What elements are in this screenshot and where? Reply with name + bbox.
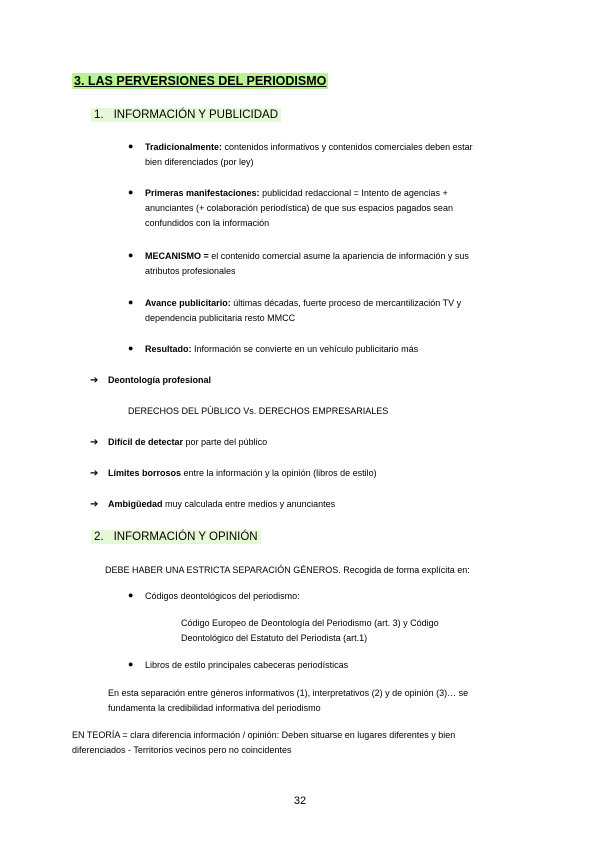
arrow-item — [108, 435, 267, 450]
list-item-bold: Tradicionalmente: — [145, 142, 223, 152]
list-item — [145, 186, 525, 231]
bullet-icon: ● — [128, 590, 134, 600]
bullet-icon: ● — [128, 659, 134, 669]
codes-line: Deontológico del Estatuto del Periodista (art.1) — [181, 633, 368, 643]
bullet-icon: ● — [128, 297, 134, 307]
arrow-right-icon: ➔ — [90, 468, 99, 479]
subsection-number: 2. — [94, 531, 104, 543]
list-item-text: publicidad redaccional = Intento de agencias + — [259, 188, 448, 198]
arrow-item-bold: Límites borrosos — [108, 468, 182, 478]
bullet-icon: ● — [128, 343, 134, 353]
list-item-text: contenidos informativos y contenidos comerciales deben estar — [222, 142, 473, 152]
subsection-title-1 — [91, 108, 281, 122]
arrow-item — [108, 466, 377, 481]
arrow-right-icon: ➔ — [90, 499, 99, 510]
arrow-item-bold: Ambigüedad — [108, 499, 163, 509]
list-item: Códigos deontológicos del periodismo: — [145, 591, 300, 601]
arrow-item-text: entre la información y la opinión (libros de estilo) — [181, 468, 377, 478]
theory-paragraph — [72, 728, 532, 758]
bullet-icon: ● — [128, 187, 134, 197]
separation-paragraph — [108, 686, 528, 716]
list-item: Libros de estilo principales cabeceras periodísticas — [145, 660, 349, 670]
paragraph-line: diferenciados - Territorios vecinos pero no coincidentes — [72, 745, 292, 755]
arrow-item-bold: Difícil de detectar — [108, 437, 184, 447]
list-item-bold: Avance publicitario: — [145, 298, 231, 308]
list-item-bold: Primeras manifestaciones: — [145, 188, 260, 198]
arrow-item-text: muy calculada entre medios y anunciantes — [162, 499, 336, 509]
arrow-item — [108, 497, 335, 512]
paragraph-line: fundamenta la credibilidad informativa del periodismo — [108, 703, 321, 713]
list-item — [145, 140, 525, 170]
rights-line: DERECHOS DEL PÚBLICO Vs. DERECHOS EMPRESARIALES — [128, 406, 389, 416]
section-title: 3. LAS PERVERSIONES DEL PERIODISMO — [74, 74, 327, 88]
list-item-bold: MECANISMO = — [145, 251, 209, 261]
arrow-right-icon: ➔ — [90, 375, 99, 386]
subsection-number: 1. — [94, 109, 104, 121]
list-item-text: dependencia publicitaria resto MMCC — [145, 313, 296, 323]
paragraph-line: En esta separación entre géneros informativos (1), interpretativos (2) y de opinión (3)… se — [108, 688, 469, 698]
codes-text — [181, 616, 511, 646]
list-item-text: bien diferenciados (por ley) — [145, 157, 254, 167]
list-item — [145, 249, 525, 279]
arrow-right-icon: ➔ — [90, 437, 99, 448]
list-item-text: confundidos con la información — [145, 218, 270, 228]
subsection-title-2 — [91, 530, 261, 544]
list-item-text: Información se convierte en un vehículo publicitario más — [191, 344, 419, 354]
must-line: DEBE HABER UNA ESTRICTA SEPARACIÓN GÉNEROS. Recogida de forma explícita en: — [105, 565, 470, 575]
subsection-label: INFORMACIÓN Y OPINIÓN — [113, 531, 258, 543]
bullet-icon: ● — [128, 250, 134, 260]
list-item-text: el contenido comercial asume la apariencia de información y sus — [208, 251, 469, 261]
subsection-label: INFORMACIÓN Y PUBLICIDAD — [113, 109, 279, 121]
arrow-item-text: por parte del público — [183, 437, 268, 447]
arrow-item — [108, 373, 211, 388]
list-item-text: atributos profesionales — [145, 266, 236, 276]
list-item-text: últimas décadas, fuerte proceso de mercantilización TV y — [230, 298, 462, 308]
list-item — [145, 296, 525, 326]
bullet-icon: ● — [128, 141, 134, 151]
list-item — [145, 342, 525, 357]
arrow-item-bold: Deontología profesional — [108, 375, 212, 385]
paragraph-line: EN TEORÍA = clara diferencia información / opinión: Deben situarse en lugares diferentes y bien — [72, 730, 456, 740]
page-number: 32 — [293, 795, 307, 807]
codes-line: Código Europeo de Deontología del Periodismo (art. 3) y Código — [181, 618, 439, 628]
list-item-text: anunciantes (+ colaboración periodística) de que sus espacios pagados sean — [145, 203, 453, 213]
list-item-bold: Resultado: — [145, 344, 192, 354]
